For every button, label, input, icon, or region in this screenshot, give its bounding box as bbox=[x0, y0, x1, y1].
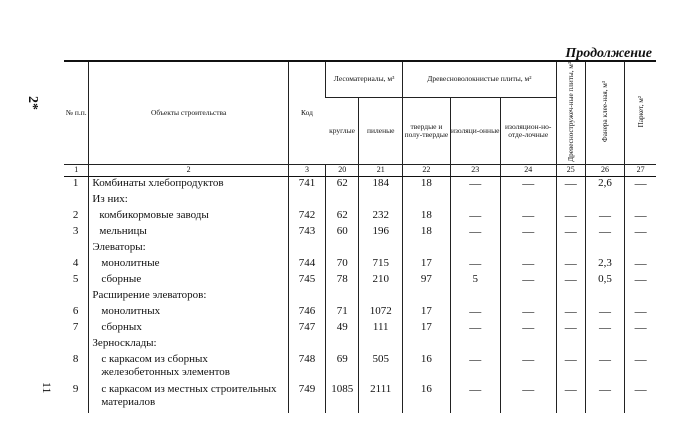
particle-value: — bbox=[556, 257, 585, 273]
table-row bbox=[64, 289, 656, 305]
col-number: 27 bbox=[625, 164, 656, 176]
row-number: 8 bbox=[72, 352, 79, 365]
table-row bbox=[64, 321, 656, 337]
object-code: 749 bbox=[288, 383, 325, 413]
fb-insul-value: — bbox=[450, 353, 500, 383]
lumber-sawn-value bbox=[359, 193, 403, 209]
lumber-round-value: 60 bbox=[326, 225, 359, 241]
lumber-sawn-value: 1072 bbox=[359, 305, 403, 321]
parquet-value: — bbox=[625, 383, 656, 413]
object-code: 746 bbox=[288, 305, 325, 321]
lumber-sawn-value: 505 bbox=[359, 353, 403, 383]
table-row bbox=[64, 176, 656, 193]
fb-insul-fin-value: — bbox=[500, 353, 556, 383]
lumber-round-value: 71 bbox=[326, 305, 359, 321]
fb-insul-fin-value: — bbox=[500, 225, 556, 241]
particle-value: — bbox=[556, 383, 585, 413]
particle-value: — bbox=[556, 273, 585, 289]
particle-value: — bbox=[556, 305, 585, 321]
object-name: комбикормовые заводы bbox=[89, 209, 288, 225]
row-number: 4 bbox=[72, 256, 79, 269]
fb-insul-fin-value: — bbox=[500, 383, 556, 413]
header-plywood: Фанера клее-ная, м³ bbox=[585, 61, 624, 164]
lumber-sawn-value: 2111 bbox=[359, 383, 403, 413]
col-number: 25 bbox=[556, 164, 585, 176]
table-row bbox=[64, 337, 656, 353]
lumber-round-value: 1085 bbox=[326, 383, 359, 413]
table-row bbox=[64, 305, 656, 321]
plywood-value bbox=[585, 289, 624, 305]
header-objects: Объекты строительства bbox=[89, 61, 288, 164]
lumber-round-value bbox=[326, 337, 359, 353]
fb-insul-value: — bbox=[450, 225, 500, 241]
row-number: 1 bbox=[72, 176, 79, 189]
fb-insul-value bbox=[450, 337, 500, 353]
particle-value bbox=[556, 193, 585, 209]
object-name: Зерносклады: bbox=[89, 337, 288, 353]
col-number: 20 bbox=[326, 164, 359, 176]
col-number: 1 bbox=[64, 164, 89, 176]
table-row bbox=[64, 353, 656, 383]
particle-value: — bbox=[556, 353, 585, 383]
lumber-round-value: 62 bbox=[326, 209, 359, 225]
table-row bbox=[64, 241, 656, 257]
fb-insul-fin-value: — bbox=[500, 305, 556, 321]
header-fb-insul: изоляци-онные bbox=[450, 97, 500, 164]
particle-value bbox=[556, 337, 585, 353]
parquet-value: — bbox=[625, 209, 656, 225]
object-code: 748 bbox=[288, 353, 325, 383]
parquet-value: — bbox=[625, 321, 656, 337]
object-code: 741 bbox=[288, 176, 325, 193]
row-number bbox=[64, 337, 89, 353]
fb-insul-value: — bbox=[450, 305, 500, 321]
plywood-value bbox=[585, 337, 624, 353]
fb-insul-fin-value bbox=[500, 193, 556, 209]
plywood-value: — bbox=[585, 353, 624, 383]
continuation-label: Продолжение bbox=[565, 46, 652, 61]
fb-insul-value: — bbox=[450, 209, 500, 225]
fb-insul-fin-value: — bbox=[500, 209, 556, 225]
col-number: 3 bbox=[288, 164, 325, 176]
fb-insul-fin-value: — bbox=[500, 321, 556, 337]
fb-insul-value: — bbox=[450, 321, 500, 337]
fb-hard-value bbox=[403, 289, 451, 305]
fb-insul-fin-value: — bbox=[500, 257, 556, 273]
object-code bbox=[288, 337, 325, 353]
lumber-round-value: 70 bbox=[326, 257, 359, 273]
lumber-sawn-value: 715 bbox=[359, 257, 403, 273]
particle-value: — bbox=[556, 209, 585, 225]
fb-insul-fin-value bbox=[500, 241, 556, 257]
fb-hard-value: 16 bbox=[403, 383, 451, 413]
object-code: 743 bbox=[288, 225, 325, 241]
fb-hard-value: 16 bbox=[403, 353, 451, 383]
object-name: с каркасом из сборных железобетонных элементов bbox=[89, 353, 288, 383]
object-name: монолитные bbox=[89, 257, 288, 273]
parquet-value: — bbox=[625, 225, 656, 241]
fb-insul-fin-value: — bbox=[500, 176, 556, 193]
fb-insul-value bbox=[450, 289, 500, 305]
parquet-value: — bbox=[625, 176, 656, 193]
object-code bbox=[288, 289, 325, 305]
fb-insul-fin-value: — bbox=[500, 273, 556, 289]
fb-insul-value: — bbox=[450, 383, 500, 413]
parquet-value bbox=[625, 241, 656, 257]
object-code: 744 bbox=[288, 257, 325, 273]
object-name: Расширение элеваторов: bbox=[89, 289, 288, 305]
parquet-value bbox=[625, 337, 656, 353]
plywood-value: 0,5 bbox=[585, 273, 624, 289]
row-number: 3 bbox=[72, 224, 79, 237]
header-fb-hard: твердые и полу-твердые bbox=[403, 97, 451, 164]
plywood-value: 2,6 bbox=[585, 176, 624, 193]
fb-hard-value: 17 bbox=[403, 257, 451, 273]
header-particle: Древесностружеч-ные плиты, м³ bbox=[556, 61, 585, 164]
fb-insul-fin-value bbox=[500, 289, 556, 305]
lumber-round-value bbox=[326, 289, 359, 305]
fb-hard-value: 97 bbox=[403, 273, 451, 289]
object-name: сборных bbox=[89, 321, 288, 337]
lumber-round-value: 78 bbox=[326, 273, 359, 289]
fb-insul-value: 5 bbox=[450, 273, 500, 289]
row-number: 5 bbox=[72, 272, 79, 285]
particle-value: — bbox=[556, 225, 585, 241]
header-lumber-round: круглые bbox=[326, 97, 359, 164]
page-number: 11 bbox=[40, 382, 54, 394]
col-number: 23 bbox=[450, 164, 500, 176]
plywood-value: — bbox=[585, 209, 624, 225]
col-number: 26 bbox=[585, 164, 624, 176]
lumber-round-value: 62 bbox=[326, 176, 359, 193]
parquet-value: — bbox=[625, 273, 656, 289]
fb-hard-value: 17 bbox=[403, 305, 451, 321]
row-number bbox=[64, 241, 89, 257]
plywood-value: — bbox=[585, 321, 624, 337]
header-parquet: Паркет, м² bbox=[625, 61, 656, 164]
object-name: монолитных bbox=[89, 305, 288, 321]
lumber-sawn-value bbox=[359, 289, 403, 305]
col-number: 22 bbox=[403, 164, 451, 176]
header-fiberboard-group: Древесноволокнистые плиты, м² bbox=[403, 61, 557, 97]
page-marker-top: 2* bbox=[25, 96, 40, 110]
fb-insul-value: — bbox=[450, 257, 500, 273]
header-code: Код bbox=[288, 61, 325, 164]
fb-hard-value bbox=[403, 337, 451, 353]
lumber-sawn-value: 232 bbox=[359, 209, 403, 225]
lumber-round-value bbox=[326, 193, 359, 209]
lumber-round-value: 49 bbox=[326, 321, 359, 337]
lumber-round-value bbox=[326, 241, 359, 257]
header-num: № п.п. bbox=[64, 61, 89, 164]
parquet-value: — bbox=[625, 257, 656, 273]
lumber-sawn-value: 196 bbox=[359, 225, 403, 241]
header-fb-insul-fin: изоляцион-но-отде-лочные bbox=[500, 97, 556, 164]
row-number bbox=[64, 193, 89, 209]
table-row bbox=[64, 209, 656, 225]
object-code bbox=[288, 241, 325, 257]
row-number: 6 bbox=[72, 304, 79, 317]
plywood-value bbox=[585, 193, 624, 209]
particle-value bbox=[556, 289, 585, 305]
fb-insul-value bbox=[450, 193, 500, 209]
object-name: сборные bbox=[89, 273, 288, 289]
lumber-sawn-value: 184 bbox=[359, 176, 403, 193]
plywood-value: 2,3 bbox=[585, 257, 624, 273]
parquet-value: — bbox=[625, 353, 656, 383]
object-code: 747 bbox=[288, 321, 325, 337]
materials-table bbox=[64, 60, 656, 413]
plywood-value: — bbox=[585, 225, 624, 241]
plywood-value bbox=[585, 241, 624, 257]
lumber-sawn-value bbox=[359, 337, 403, 353]
table-row bbox=[64, 193, 656, 209]
particle-value: — bbox=[556, 321, 585, 337]
object-code bbox=[288, 193, 325, 209]
object-name: Из них: bbox=[89, 193, 288, 209]
fb-hard-value: 18 bbox=[403, 225, 451, 241]
fb-hard-value: 17 bbox=[403, 321, 451, 337]
parquet-value: — bbox=[625, 305, 656, 321]
col-number: 2 bbox=[89, 164, 288, 176]
object-name: мельницы bbox=[89, 225, 288, 241]
object-code: 742 bbox=[288, 209, 325, 225]
col-number: 24 bbox=[500, 164, 556, 176]
object-name: Элеваторы: bbox=[89, 241, 288, 257]
table-row bbox=[64, 257, 656, 273]
object-code: 745 bbox=[288, 273, 325, 289]
table-row bbox=[64, 273, 656, 289]
object-name: Комбинаты хлебопродуктов bbox=[89, 176, 288, 193]
fb-insul-value: — bbox=[450, 176, 500, 193]
particle-value: — bbox=[556, 176, 585, 193]
row-number bbox=[64, 289, 89, 305]
row-number: 2 bbox=[72, 208, 79, 221]
table-row bbox=[64, 225, 656, 241]
fb-hard-value: 18 bbox=[403, 176, 451, 193]
parquet-value bbox=[625, 193, 656, 209]
fb-hard-value: 18 bbox=[403, 209, 451, 225]
fb-insul-fin-value bbox=[500, 337, 556, 353]
col-number: 21 bbox=[359, 164, 403, 176]
fb-hard-value bbox=[403, 193, 451, 209]
parquet-value bbox=[625, 289, 656, 305]
row-number: 7 bbox=[72, 320, 79, 333]
lumber-sawn-value: 210 bbox=[359, 273, 403, 289]
fb-insul-value bbox=[450, 241, 500, 257]
object-name: с каркасом из местных строительных материалов bbox=[89, 383, 288, 413]
table-row bbox=[64, 383, 656, 413]
row-number: 9 bbox=[72, 382, 79, 395]
plywood-value: — bbox=[585, 383, 624, 413]
lumber-round-value: 69 bbox=[326, 353, 359, 383]
header-lumber-sawn: пиленые bbox=[359, 97, 403, 164]
plywood-value: — bbox=[585, 305, 624, 321]
fb-hard-value bbox=[403, 241, 451, 257]
lumber-sawn-value: 111 bbox=[359, 321, 403, 337]
header-lumber-group: Лесоматериалы, м³ bbox=[326, 61, 403, 97]
particle-value bbox=[556, 241, 585, 257]
lumber-sawn-value bbox=[359, 241, 403, 257]
